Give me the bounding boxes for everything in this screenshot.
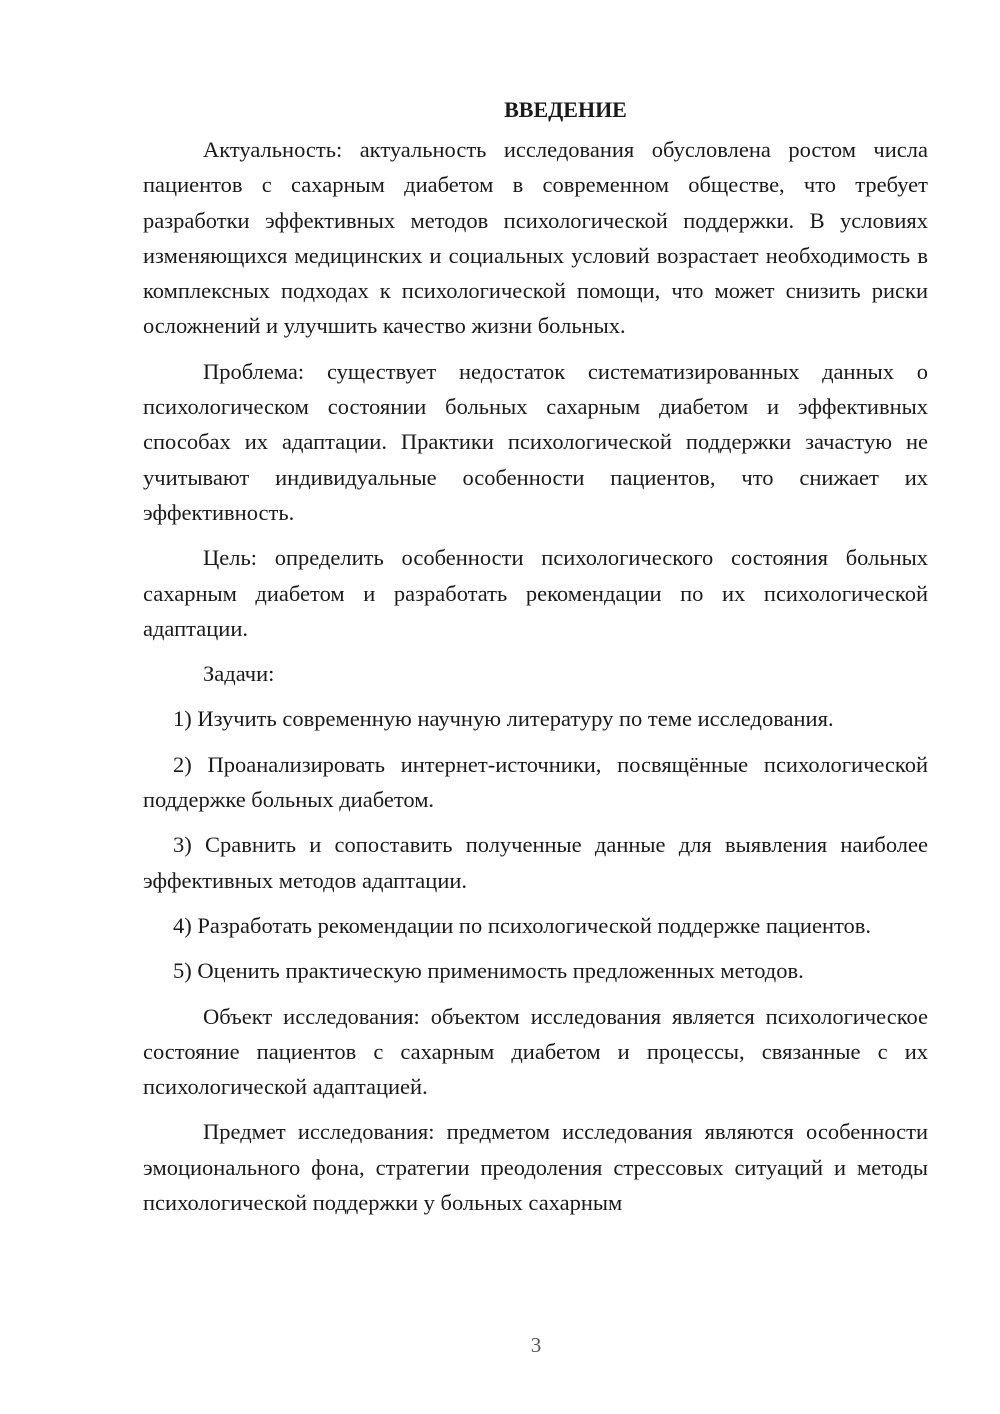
paragraph-object: Объект исследования: объектом исследования является психологическое состояние пациентов с сахарным диабетом и процессы, связанные с их психологической адаптацией. — [143, 1003, 928, 1100]
tasks-label: Задачи: — [203, 661, 275, 687]
task-item-2: 2) Проанализировать интернет-источники, посвящённые психологической поддержке больных диабетом. — [143, 751, 928, 813]
page-content — [143, 92, 928, 1230]
task-item-4: 4) Разработать рекомендации по психологической поддержке пациентов. — [173, 912, 872, 938]
paragraph-problem: Проблема: существует недостаток систематизированных данных о психологическом состоянии больных сахарным диабетом и эффективных способах их адаптации. Практики психологической поддержки зачастую не учитывают индивидуальные особенности пациентов, что снижает их эффективность. — [143, 358, 928, 525]
paragraph-goal: Цель: определить особенности психологического состояния больных сахарным диабетом и разработать рекомендации по их психологической адаптации. — [143, 545, 928, 641]
task-item-5: 5) Оценить практическую применимость предложенных методов. — [173, 958, 804, 984]
paragraph-relevance: Актуальность: актуальность исследования обусловлена ростом числа пациентов с сахарным диабетом в современном обществе, что требует разработки эффективных методов психологической поддержки. В условиях изменяющихся медицинских и социальных условий возрастает необходимость в комплексных подходах к психологической помощи, что может снизить риски осложнений и улучшить качество жизни больных. — [143, 137, 928, 339]
paragraph-subject: Предмет исследования: предметом исследования являются особенности эмоционального фона, стратегии преодоления стрессовых ситуаций и методы психологической поддержки у больных сахарным — [143, 1119, 928, 1216]
page-number: 3 — [530, 1333, 542, 1357]
task-item-3: 3) Сравнить и сопоставить полученные данные для выявления наиболее эффективных методов адаптации. — [143, 832, 928, 893]
task-item-1: 1) Изучить современную научную литературу по теме исследования. — [173, 706, 834, 732]
section-title: ВВЕДЕНИЕ — [504, 97, 627, 122]
